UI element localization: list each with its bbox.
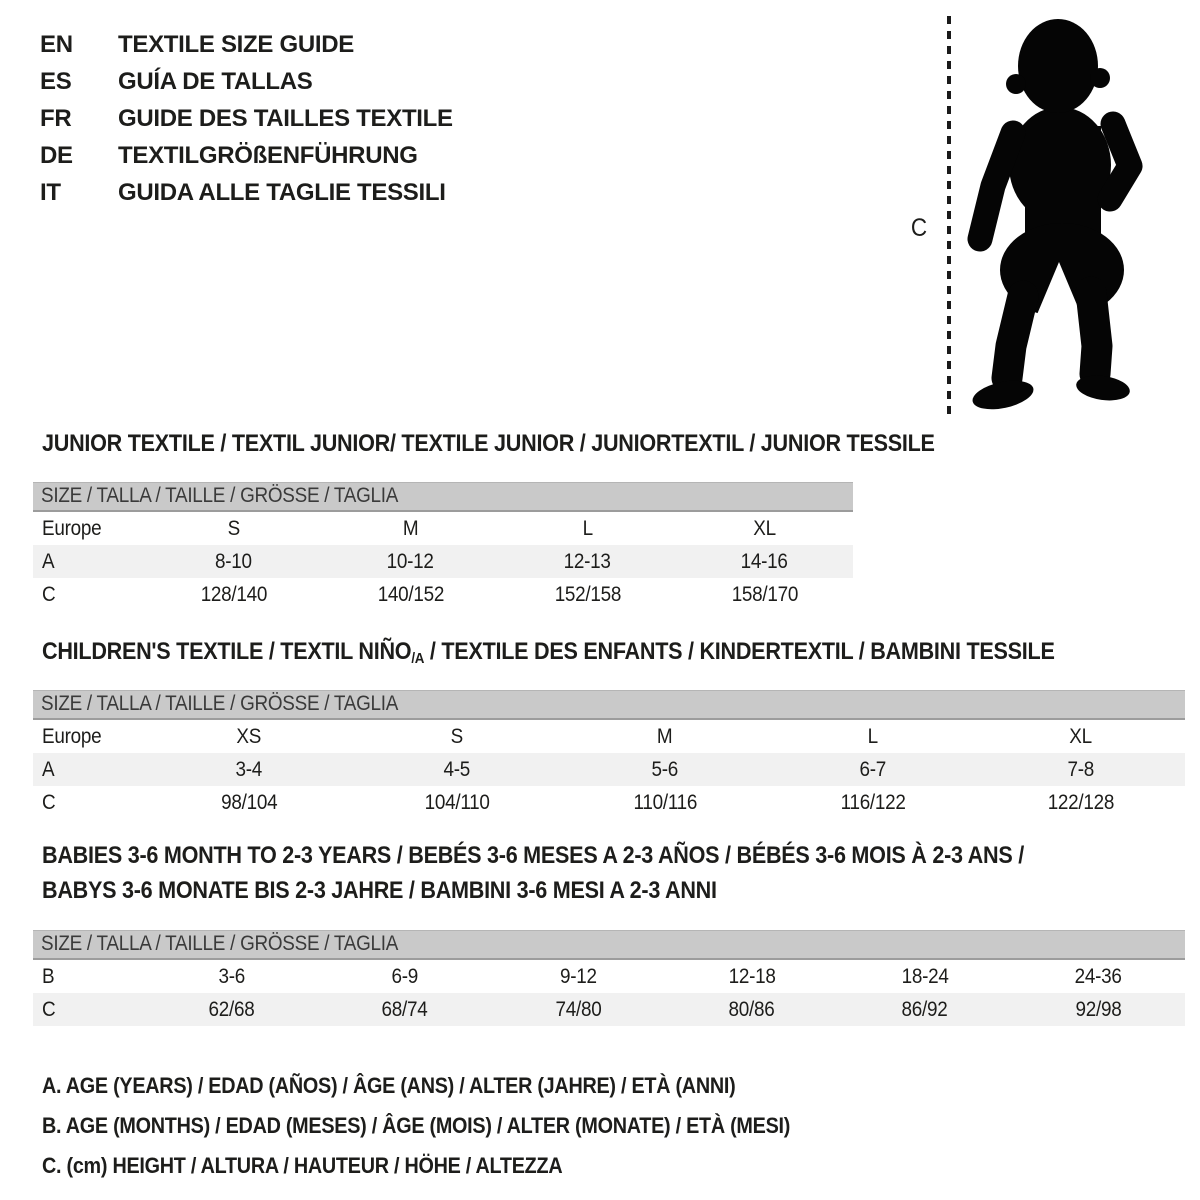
lang-code: IT [40, 179, 61, 206]
language-title-list [40, 26, 453, 211]
babies-section-title-line2: BABYS 3-6 MONATE BIS 2-3 JAHRE / BAMBINI 3-6 MESI A 2-3 ANNI [42, 877, 717, 904]
table-row-height: C 98/104 104/110 110/116 116/122 122/128 [33, 786, 1185, 819]
lang-row-it [40, 174, 453, 211]
children-size-table [33, 690, 1185, 819]
lang-row-fr [40, 100, 453, 137]
table-row-europe: Europe XS S M L XL [33, 720, 1185, 753]
row-label: Europe [42, 725, 102, 748]
height-measure-dashed-line [947, 16, 951, 418]
size-header-bar: SIZE / TALLA / TAILLE / GRÖSSE / TAGLIA [33, 482, 853, 512]
row-label: A [42, 758, 55, 781]
lang-code: ES [40, 68, 72, 95]
table-row-height: C 62/68 68/74 74/80 80/86 86/92 92/98 [33, 993, 1185, 1026]
size-header-bar: SIZE / TALLA / TAILLE / GRÖSSE / TAGLIA [33, 930, 1185, 960]
nino-a-subscript: /A [411, 651, 425, 668]
row-label: A [42, 550, 55, 573]
lang-title: GUÍA DE TALLAS [118, 68, 313, 95]
junior-section-title: JUNIOR TEXTILE / TEXTIL JUNIOR/ TEXTILE JUNIOR / JUNIORTEXTIL / JUNIOR TESSILE [42, 430, 935, 457]
lang-code: EN [40, 31, 73, 58]
lang-row-de [40, 137, 453, 174]
lang-code: FR [40, 105, 72, 132]
lang-row-es [40, 63, 453, 100]
table-row-height: C 128/140 140/152 152/158 158/170 [33, 578, 853, 611]
lang-title: TEXTILGRÖßENFÜHRUNG [118, 142, 418, 169]
table-row-age: A 8-10 10-12 12-13 14-16 [33, 545, 853, 578]
row-label: C [42, 998, 56, 1021]
babies-section-title-line1: BABIES 3-6 MONTH TO 2-3 YEARS / BEBÉS 3-6 MESES A 2-3 AÑOS / BÉBÉS 3-6 MOIS À 2-3 ANS / [42, 842, 1024, 869]
children-section-title: CHILDREN'S TEXTILE / TEXTIL $NIÑO_{/A}$ / TEXTILE DES ENFANTS / KINDERTEXTIL / BAMBINI TESSILE [42, 638, 1055, 668]
table-row-europe: Europe S M L XL [33, 512, 853, 545]
lang-title: GUIDA ALLE TAGLIE TESSILI [118, 179, 446, 206]
row-label: C [42, 791, 56, 814]
row-label: C [42, 583, 56, 606]
legend-line-b: B. AGE (MONTHS) / EDAD (MESES) / ÂGE (MOIS) / ALTER (MONATE) / ETÀ (MESI) [42, 1113, 791, 1138]
lang-title: GUIDE DES TAILLES TEXTILE [118, 105, 453, 132]
lang-row-en [40, 26, 453, 63]
babies-size-table [33, 930, 1185, 1026]
lang-title: TEXTILE SIZE GUIDE [118, 31, 354, 58]
table-row-age-months: B 3-6 6-9 9-12 12-18 18-24 24-36 [33, 960, 1185, 993]
legend-line-a: A. AGE (YEARS) / EDAD (AÑOS) / ÂGE (ANS) / ALTER (JAHRE) / ETÀ (ANNI) [42, 1073, 736, 1098]
legend-line-c: C. (cm) HEIGHT / ALTURA / HAUTEUR / HÖHE / ALTEZZA [42, 1153, 563, 1178]
size-header-bar: SIZE / TALLA / TAILLE / GRÖSSE / TAGLIA [33, 690, 1185, 720]
toddler-silhouette-image [963, 16, 1143, 420]
lang-code: DE [40, 142, 73, 169]
height-measure-label: C [910, 214, 927, 242]
junior-size-table [33, 482, 853, 611]
table-row-age: A 3-4 4-5 5-6 6-7 7-8 [33, 753, 1185, 786]
row-label: B [42, 965, 55, 988]
row-label: Europe [42, 517, 102, 540]
measure-legend [42, 1066, 873, 1186]
